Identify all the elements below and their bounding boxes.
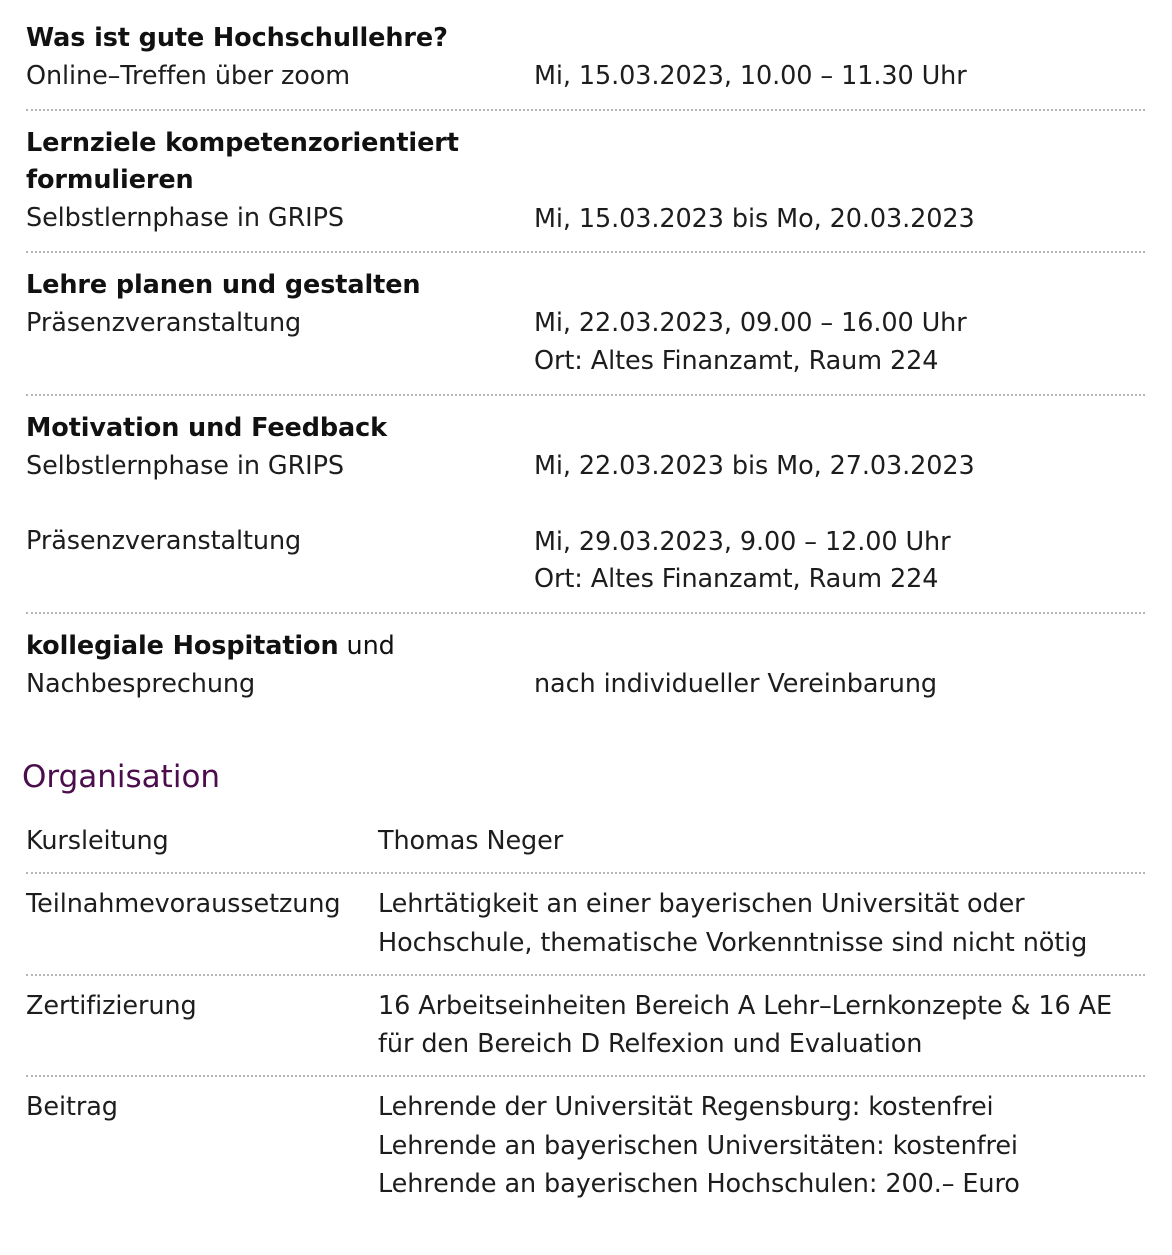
- row-value: [378, 1088, 1145, 1203]
- topic-title-suffix: und: [338, 631, 395, 662]
- schedule-row-date-cell: [534, 20, 1145, 96]
- topic-cell-spacer: [26, 485, 522, 523]
- row-value: [378, 987, 1145, 1064]
- schedule-row: [26, 111, 1145, 254]
- date-cell-spacer: [534, 267, 1145, 305]
- value-line: Hochschule, thematische Vorkenntnisse sind nicht nötig: [378, 927, 1088, 958]
- schedule-row: [26, 396, 1145, 614]
- schedule-row-topic-cell: [26, 20, 534, 95]
- schedule-row-topic-cell: [26, 267, 534, 342]
- value-line: für den Bereich D Relfexion und Evaluation: [378, 1029, 923, 1060]
- row-label: Beitrag: [26, 1092, 118, 1123]
- date-line: Mi, 22.03.2023 bis Mo, 27.03.2023: [534, 450, 975, 481]
- table-row: [26, 818, 1145, 874]
- table-row: [26, 874, 1145, 976]
- value-line: Lehrende an bayerischen Universitäten: kostenfrei: [378, 1130, 1018, 1161]
- date-line-secondary: Mi, 29.03.2023, 9.00 – 12.00 Uhr: [534, 526, 951, 557]
- schedule-row-date-cell: [534, 410, 1145, 599]
- date-cell-spacer: [534, 163, 1145, 201]
- date-cell-spacer: [534, 125, 1145, 163]
- schedule-row-topic-cell: [26, 410, 534, 561]
- topic-format: Selbstlernphase in GRIPS: [26, 203, 344, 234]
- table-row: [26, 1077, 1145, 1215]
- organisation-table: [0, 818, 1172, 1215]
- row-label: Kursleitung: [26, 826, 169, 857]
- date-line: Mi, 15.03.2023 bis Mo, 20.03.2023: [534, 203, 975, 234]
- topic-format-secondary: Präsenzveranstaltung: [26, 526, 302, 557]
- row-label: Zertifizierung: [26, 990, 197, 1021]
- topic-title: Lernziele kompetenzorientiert formulieren: [26, 127, 459, 196]
- schedule-row: [26, 253, 1145, 395]
- date-line: Mi, 22.03.2023, 09.00 – 16.00 Uhr: [534, 308, 967, 339]
- date-line: nach individueller Vereinbarung: [534, 669, 937, 700]
- row-value: [378, 885, 1145, 962]
- date-cell-spacer: [534, 486, 1145, 524]
- schedule-row-date-cell: [534, 628, 1145, 704]
- schedule-row: [26, 614, 1145, 717]
- date-cell-spacer: [534, 628, 1145, 666]
- topic-title-bold: kollegiale Hospitation: [26, 631, 339, 662]
- location-line: Ort: Altes Finanzamt, Raum 224: [534, 346, 939, 377]
- topic-format: Nachbesprechung: [26, 668, 256, 699]
- schedule-row-date-cell: [534, 125, 1145, 239]
- topic-format: Präsenzveranstaltung: [26, 308, 302, 339]
- value-line: Lehrende der Universität Regensburg: kostenfrei: [378, 1092, 994, 1123]
- topic-title: Motivation und Feedback: [26, 412, 388, 443]
- location-line-secondary: Ort: Altes Finanzamt, Raum 224: [534, 564, 939, 595]
- date-cell-spacer: [534, 20, 1145, 58]
- value-line: Lehrende an bayerischen Hochschulen: 200.– Euro: [378, 1168, 1020, 1199]
- row-label: Teilnahmevoraussetzung: [26, 889, 341, 920]
- organisation-heading: Organisation: [22, 758, 221, 795]
- value-line: Lehrtätigkeit an einer bayerischen Universität oder: [378, 889, 1025, 920]
- topic-title: [26, 628, 522, 666]
- row-value: [378, 822, 1145, 860]
- schedule-row-date-cell: [534, 267, 1145, 380]
- topic-title: Lehre planen und gestalten: [26, 270, 421, 301]
- value-line: 16 Arbeitseinheiten Bereich A Lehr–Lernkonzepte & 16 AE: [378, 990, 1113, 1021]
- topic-title: Was ist gute Hochschullehre?: [26, 23, 448, 53]
- table-row: [26, 976, 1145, 1078]
- schedule-row-topic-cell: [26, 628, 534, 703]
- topic-format: Selbstlernphase in GRIPS: [26, 450, 344, 481]
- schedule-row-topic-cell: [26, 125, 534, 238]
- value-line: Thomas Neger: [378, 826, 564, 857]
- schedule-row: [26, 0, 1145, 111]
- date-line: Mi, 15.03.2023, 10.00 – 11.30 Uhr: [534, 61, 967, 91]
- date-cell-spacer: [534, 410, 1145, 448]
- topic-format: Online–Treffen über zoom: [26, 60, 351, 91]
